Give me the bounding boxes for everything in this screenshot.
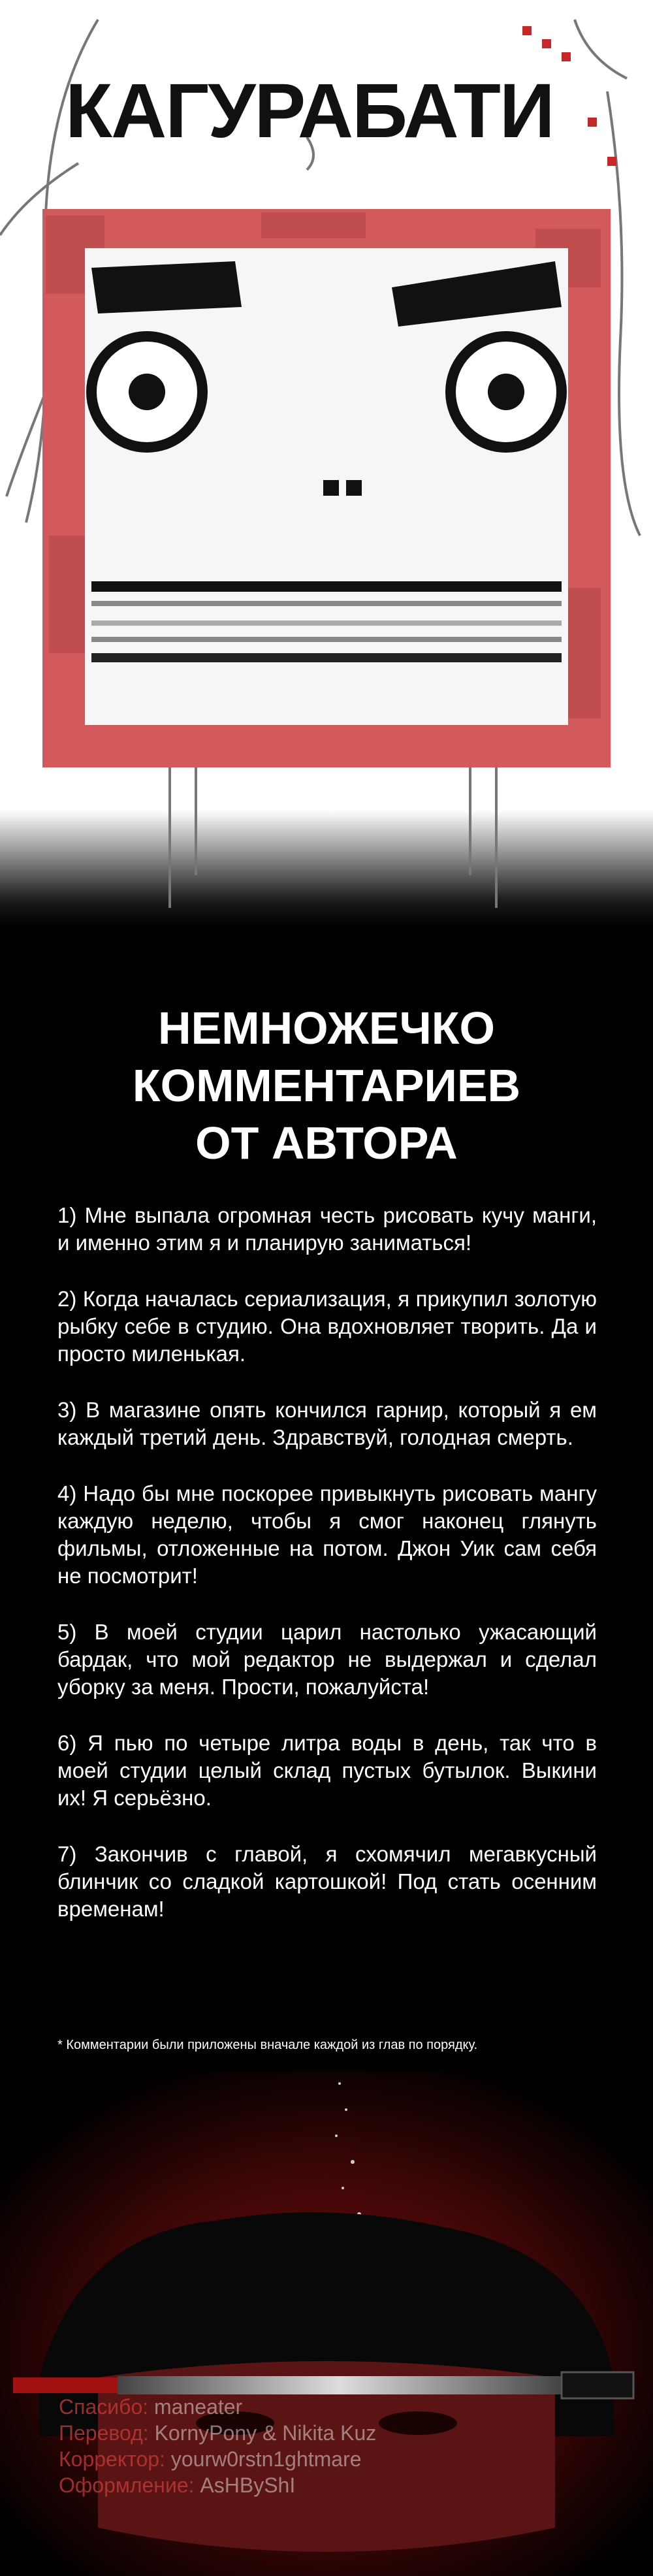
- comment-item: 5) В моей студии царил настолько ужасающий бардак, что мой редактор не выдержал и сделал уборку за меня. Прости, пожалуйста!: [57, 1620, 597, 1699]
- credit-proofreader: [59, 2446, 516, 2472]
- comment-item: 3) В магазине опять кончился гарнир, который я ем каждый третий день. Здравствуй, голодная смерть.: [57, 1398, 597, 1449]
- credit-label: Перевод:: [59, 2421, 149, 2445]
- credit-label: Спасибо:: [59, 2395, 149, 2419]
- credit-label: Корректор:: [59, 2447, 165, 2471]
- comment-item: 6) Я пью по четыре литра воды в день, так что в моей студии целый склад пустых бутылок. Выкини их! Я серьёзно.: [57, 1731, 597, 1810]
- credit-design: [59, 2472, 516, 2498]
- credits: [59, 2394, 516, 2498]
- sword-tsuba: [562, 2372, 633, 2398]
- comment-item: 7) Закончив с главой, я схомячил мегавкусный блинчик со сладкой картошкой! Под стать осенним временам!: [57, 1842, 597, 1921]
- credit-label: Оформление:: [59, 2473, 195, 2497]
- section-heading: НЕМНОЖЕЧКО КОММЕНТАРИЕВ ОТ АВТОРА: [132, 1003, 521, 1168]
- right-pupil: [488, 374, 524, 410]
- footnote: * Комментарии были приложены вначале каждой из глав по порядку.: [57, 2038, 478, 2052]
- credit-value: maneater: [154, 2395, 243, 2419]
- comment-item: 4) Надо бы мне поскорее привыкнуть рисовать мангу каждую неделю, чтобы я смог наконец глянуть фильмы, отложенные на потом. Джон Уик сам себя не посмотрит!: [57, 1481, 597, 1588]
- nose-left: [323, 480, 339, 496]
- sword-hilt: [13, 2377, 118, 2393]
- title-text: КАГУРАБАТИ: [65, 68, 554, 154]
- credit-translation: [59, 2420, 516, 2446]
- left-pupil: [129, 374, 165, 410]
- credit-thanks: [59, 2394, 516, 2420]
- character-illustration: [0, 2070, 653, 2576]
- comment-item: 2) Когда началась сериализация, я прикупил золотую рыбку себе в студию. Она вдохновляет творить. Да и просто миленькая.: [57, 1287, 597, 1366]
- credit-value: AsHByShI: [200, 2473, 296, 2497]
- credit-value: KornyPony & Nikita Kuz: [154, 2421, 377, 2445]
- page-title: [65, 65, 601, 157]
- nose-right: [346, 480, 362, 496]
- left-eyebrow: [91, 261, 242, 314]
- credit-value: yourw0rstn1ghtmare: [170, 2447, 362, 2471]
- sword-blade: [118, 2376, 562, 2394]
- comments-list: [57, 1202, 597, 1952]
- comment-item: 1) Мне выпала огромная честь рисовать кучу манги, и именно этим я и планирую заниматься!: [57, 1203, 597, 1255]
